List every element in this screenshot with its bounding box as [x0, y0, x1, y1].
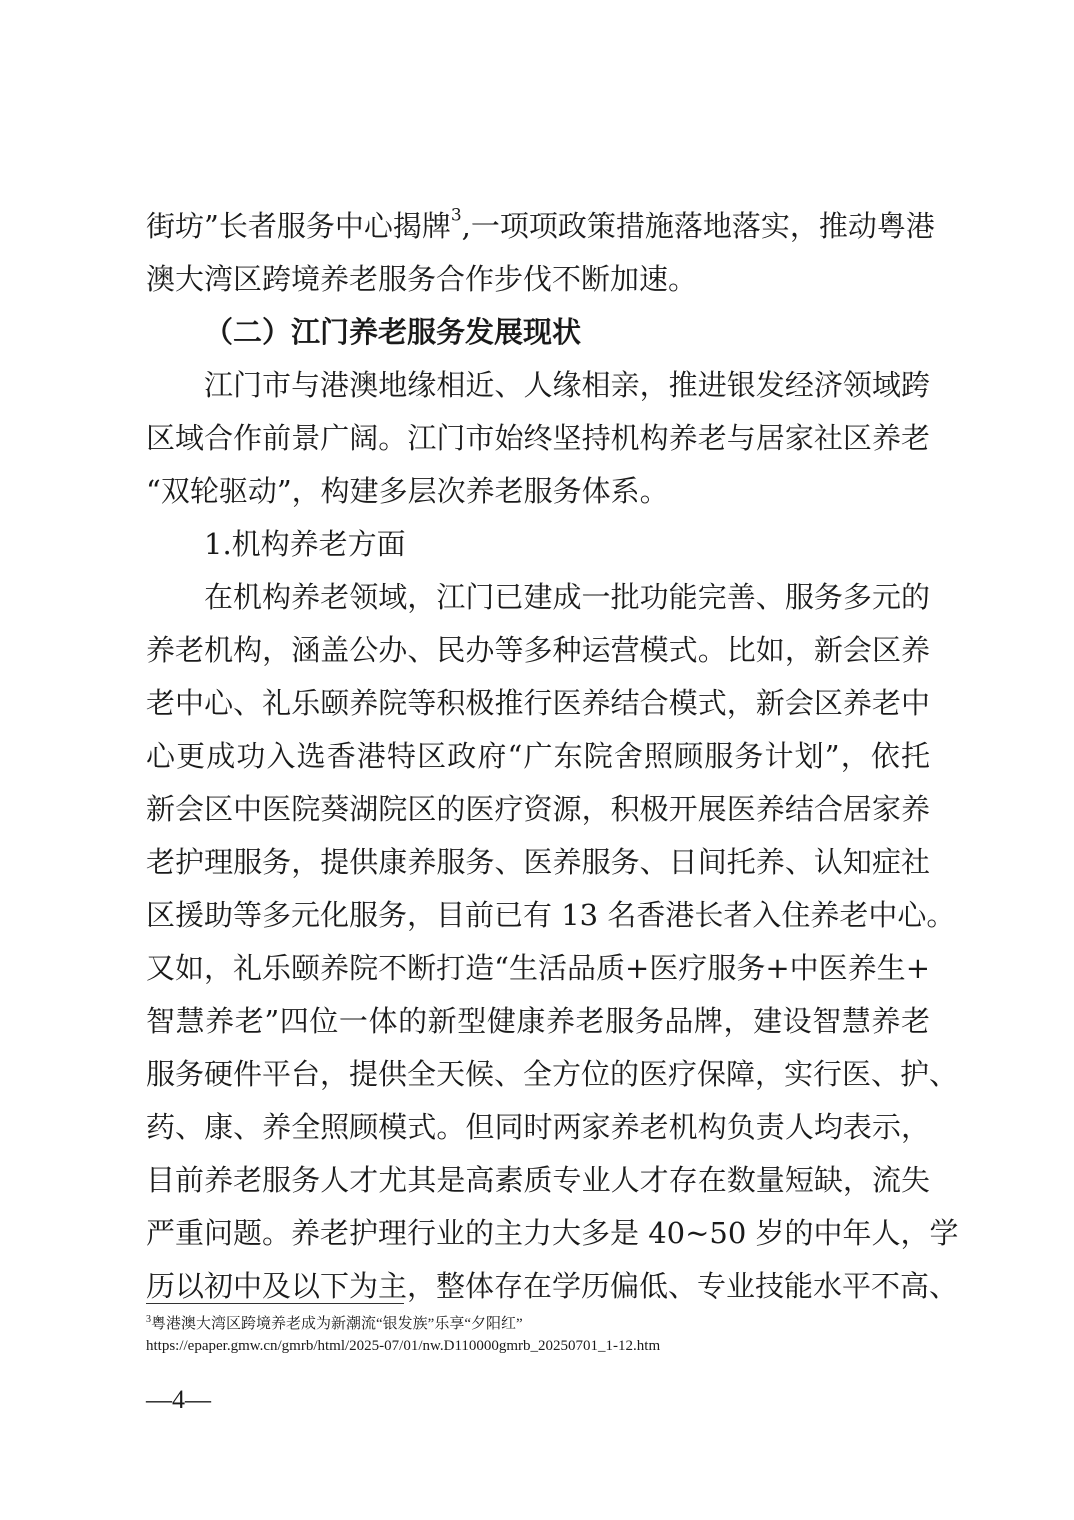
- page-number: —4—: [146, 1385, 211, 1414]
- text-line: 街坊”长者服务中心揭牌$^3$,一项项政策措施落地落实，推动粤港: [146, 205, 935, 243]
- text-line: 又如，礼乐颐养院不断打造“生活品质+医疗服务+中医养生+: [146, 951, 930, 985]
- heading-text: （二）江门养老服务发展现状: [204, 315, 582, 349]
- section-heading: [146, 306, 930, 359]
- footnote-divider: [146, 1303, 404, 1304]
- text-line: 澳大湾区跨境养老服务合作步伐不断加速。: [146, 262, 698, 296]
- footnote-text: 粤港澳大湾区跨境养老成为新潮流“银发族”乐享“夕阳红”: [151, 1316, 523, 1332]
- text-line: 严重问题。养老护理行业的主力大多是 40~50 岁的中年人，学: [146, 1216, 959, 1250]
- text-line: 目前养老服务人才尤其是高素质专业人才存在数量短缺，流失: [146, 1163, 930, 1197]
- text-line: 区域合作前景广阔。江门市始终坚持机构养老与居家社区养老: [146, 421, 930, 455]
- footnote: [146, 1313, 1006, 1357]
- paragraph-intro: [146, 359, 930, 518]
- text-line: 新会区中医院葵湖院区的医疗资源，积极开展医养结合居家养: [146, 792, 930, 826]
- text-line: 智慧养老”四位一体的新型健康养老服务品牌，建设智慧养老: [146, 1004, 930, 1038]
- footnote-title: [146, 1313, 1006, 1335]
- body-text: [146, 200, 959, 1313]
- text-line: 区援助等多元化服务，目前已有 13 名香港长者入住养老中心。: [146, 898, 956, 932]
- text-line: 药、康、养全照顾模式。但同时两家养老机构负责人均表示，: [146, 1110, 930, 1144]
- footnote-ref[interactable]: 3: [450, 205, 462, 226]
- footnote-marker: 3: [146, 1314, 151, 1325]
- subheading-text: 1.机构养老方面: [204, 527, 406, 561]
- paragraph-institutions: [146, 571, 959, 1313]
- subsection-heading: [146, 518, 930, 571]
- text-line: 老护理服务，提供康养服务、医养服务、日间托养、认知症社: [146, 845, 930, 879]
- text-line: “双轮驱动”，构建多层次养老服务体系。: [146, 474, 669, 508]
- text-line: 江门市与港澳地缘相近、人缘相亲，推进银发经济领域跨: [204, 368, 930, 402]
- text-line: 心更成功入选香港特区政府“广东院舍照顾服务计划”，依托: [146, 739, 930, 773]
- text-line: 在机构养老领域，江门已建成一批功能完善、服务多元的: [204, 580, 930, 614]
- text-line: 服务硬件平台，提供全天候、全方位的医疗保障，实行医、护、: [146, 1057, 959, 1091]
- paragraph-continuation: [146, 200, 935, 306]
- text-line: 历以初中及以下为主，整体存在学历偏低、专业技能水平不高、: [146, 1269, 959, 1303]
- text-line: 老中心、礼乐颐养院等积极推行医养结合模式，新会区养老中: [146, 686, 930, 720]
- text-line: 养老机构，涵盖公办、民办等多种运营模式。比如，新会区养: [146, 633, 930, 667]
- footnote-url[interactable]: https://epaper.gmw.cn/gmrb/html/2025-07/01/nw.D110000gmrb_20250701_1-12.htm: [146, 1338, 661, 1354]
